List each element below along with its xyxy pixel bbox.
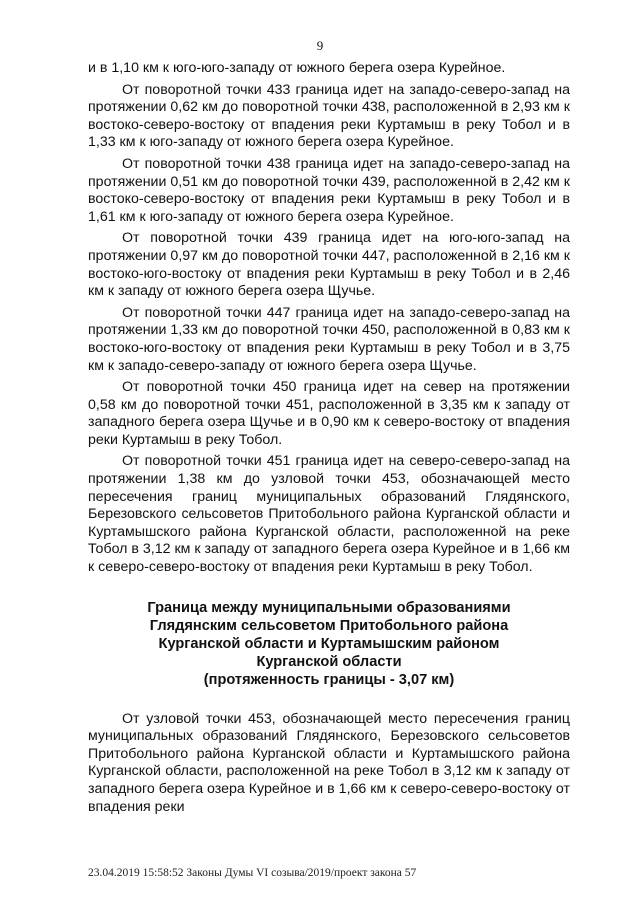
paragraph: и в 1,10 км к юго-юго-западу от южного берега озера Курейное. <box>88 60 506 76</box>
closing-paragraph: От узловой точки 453, обозначающей место пересечения границ муниципальных образований Глядянского, Березовского сельсоветов Притобольного района Курганской области и Куртамышского района Курганской области, расположенной на реке Тобол в 3,12 км к западу от западного берега озера Курейное и в 1,66 км к северо-северо-востоку от впадения реки <box>88 710 570 815</box>
page-number: 9 <box>316 38 324 53</box>
document-body <box>88 60 570 820</box>
heading-line: (протяженность границы - 3,07 км) <box>203 671 455 688</box>
heading-line: Курганской области <box>256 653 402 670</box>
paragraph: От поворотной точки 439 граница идет на юго-юго-запад на протяжении 0,97 км до поворотной точки 447, расположенной в 2,16 км к востоко-юго-востоку от впадения реки Куртамыш в реку Тобол и в 2,46 км к западу от южного берега озера Щучье. <box>88 230 570 300</box>
paragraph: От поворотной точки 451 граница идет на северо-северо-запад на протяжении 1,38 км до узловой точки 453, обозначающей место пересечения границ муниципальных образований Глядянского, Березовского сельсоветов Притобольного района Курганской области и Куртамышского района Курганской области, расположенной на реке Тобол в 3,12 км к западу от западного берега озера Курейное и в 1,66 км к северо-северо-востоку от впадения реки Куртамыш в реку Тобол. <box>88 453 570 576</box>
heading-line: Курганской области и Куртамышским районом <box>158 635 500 652</box>
paragraph: От поворотной точки 447 граница идет на западо-северо-запад на протяжении 1,33 км до поворотной точки 450, расположенной в 0,83 км к востоко-юго-востоку от впадения реки Куртамыш в реку Тобол и в 3,75 км к западо-северо-западу от южного берега озера Щучье. <box>88 304 570 374</box>
paragraph: От поворотной точки 438 граница идет на западо-северо-запад на протяжении 0,51 км до поворотной точки 439, расположенной в 2,42 км к востоко-северо-востоку от впадения реки Куртамыш в реку Тобол и в 1,61 км к юго-западу от южного берега озера Курейное. <box>88 155 570 225</box>
heading-line: Глядянским сельсоветом Притобольного района <box>149 617 509 634</box>
section-heading <box>88 599 570 689</box>
paragraph: От поворотной точки 433 граница идет на западо-северо-запад на протяжении 0,62 км до поворотной точки 438, расположенной в 2,93 км к востоко-северо-востоку от впадения реки Куртамыш в реку Тобол и в 1,33 км к юго-западу от южного берега озера Курейное. <box>88 81 570 151</box>
footer-stamp: 23.04.2019 15:58:52 Законы Думы VI созыва/2019/проект закона 57 <box>88 867 417 879</box>
paragraph: От поворотной точки 450 граница идет на север на протяжении 0,58 км до поворотной точки 451, расположенной в 3,35 км к западу от западного берега озера Щучье и в 0,90 км к северо-востоку от впадения реки Куртамыш в реку Тобол. <box>88 379 570 448</box>
heading-line: Граница между муниципальными образованиями <box>147 599 511 616</box>
